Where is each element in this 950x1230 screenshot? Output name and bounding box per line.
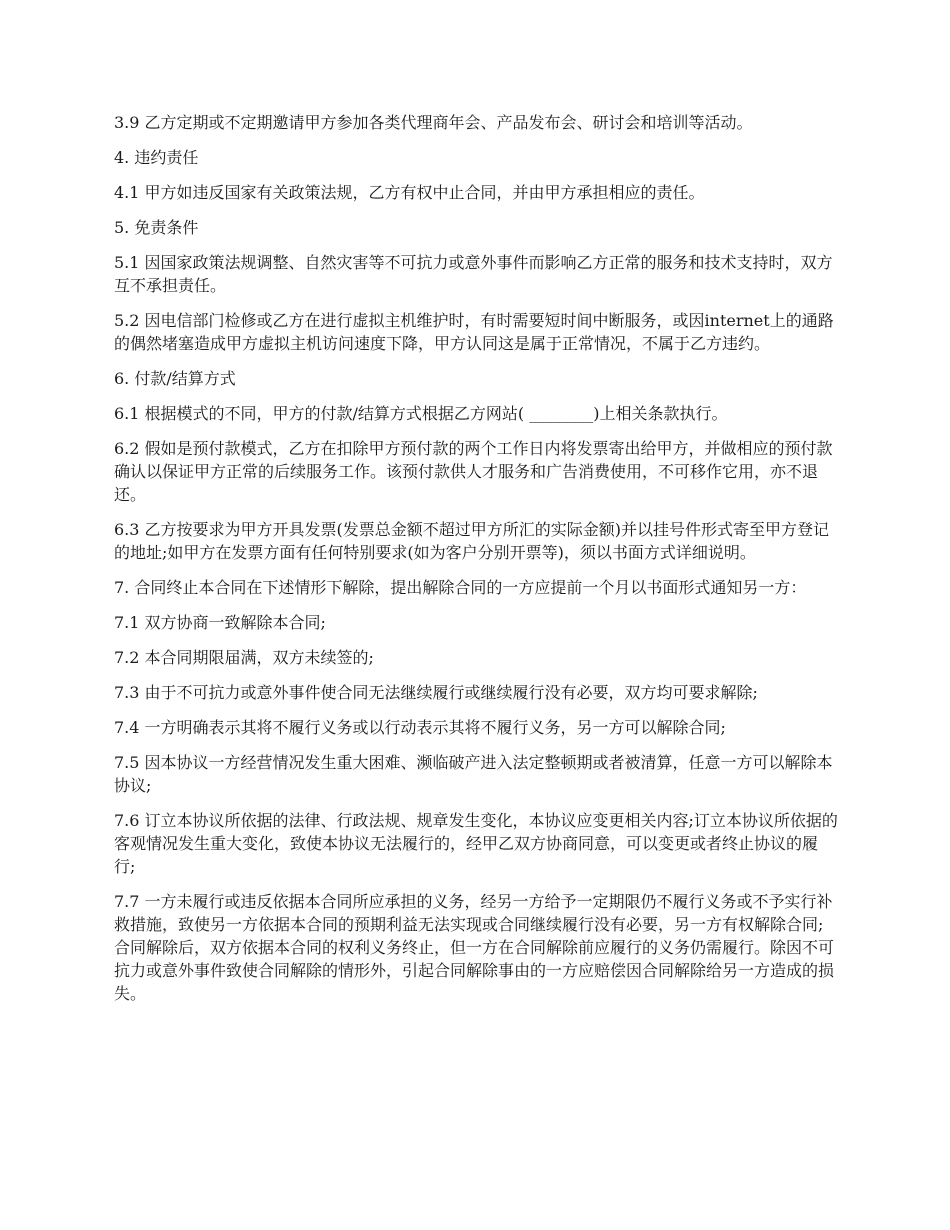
clause-7-7: 7.7 一方未履行或违反依据本合同所应承担的义务，经另一方给予一定期限仍不履行义务或不予实行补救措施，致使另一方依据本合同的预期利益无法实现或合同继续履行没有必要，另一方有权解除合同;合同解除后，双方依据本合同的权利义务终止，但一方在合同解除前应履行的义务仍需履行。除因不可抗力或意外事件致使合同解除的情形外，引起合同解除事由的一方应赔偿因合同解除给另一方造成的损失。 (114, 892, 835, 1003)
clause-5-1: 5.1 因国家政策法规调整、自然灾害等不可抗力或意外事件而影响乙方正常的服务和技术支持时，双方互不承担责任。 (114, 253, 833, 295)
clause-6-2: 6.2 假如是预付款模式，乙方在扣除甲方预付款的两个工作日内将发票寄出给甲方，并做相应的预付款确认以保证甲方正常的后续服务工作。该预付款供人才服务和广告消费使用，不可移作它用，亦不退还。 (114, 439, 833, 504)
section-5-heading: 5. 免责条件 (114, 218, 199, 237)
clause-4-1: 4.1 甲方如违反国家有关政策法规，乙方有权中止合同，并由甲方承担相应的责任。 (114, 183, 705, 202)
section-7-heading: 7. 合同终止本合同在下述情形下解除，提出解除合同的一方应提前一个月以书面形式通知另一方： (114, 578, 807, 597)
section-4-heading: 4. 违约责任 (114, 148, 199, 167)
document-body (114, 111, 838, 1017)
clause-5-2: 5.2 因电信部门检修或乙方在进行虚拟主机维护时，有时需要短时间中断服务，或因internet上的通路的偶然堵塞造成甲方虚拟主机访问速度下降，甲方认同这是属于正常情况，不属于乙方违约。 (114, 311, 834, 353)
section-6-heading: 6. 付款/结算方式 (114, 369, 236, 388)
clause-6-3: 6.3 乙方按要求为甲方开具发票(发票总金额不超过甲方所汇的实际金额)并以挂号件形式寄至甲方登记的地址;如甲方在发票方面有任何特别要求(如为客户分别开票等)，须以书面方式详细说明。 (114, 520, 830, 562)
clause-7-2: 7.2 本合同期限届满，双方未续签的; (114, 648, 374, 667)
clause-7-4: 7.4 一方明确表示其将不履行义务或以行动表示其将不履行义务，另一方可以解除合同; (114, 718, 726, 737)
clause-6-1: 6.1 根据模式的不同，甲方的付款/结算方式根据乙方网站( ________)上相关条款执行。 (114, 404, 728, 423)
clause-3-9: 3.9 乙方定期或不定期邀请甲方参加各类代理商年会、产品发布会、研讨会和培训等活动。 (114, 113, 753, 132)
clause-7-6: 7.6 订立本协议所依据的法律、行政法规、规章发生变化，本协议应变更相关内容;订立本协议所依据的客观情况发生重大变化，致使本协议无法履行的，经甲乙双方协商同意，可以变更或者终止协议的履行; (114, 811, 838, 876)
clause-7-5: 7.5 因本协议一方经营情况发生重大困难、濒临破产进入法定整顿期或者被清算，任意一方可以解除本协议; (114, 753, 833, 795)
clause-7-1: 7.1 双方协商一致解除本合同; (114, 613, 326, 632)
clause-7-3: 7.3 由于不可抗力或意外事件使合同无法继续履行或继续履行没有必要，双方均可要求解除; (114, 683, 758, 702)
